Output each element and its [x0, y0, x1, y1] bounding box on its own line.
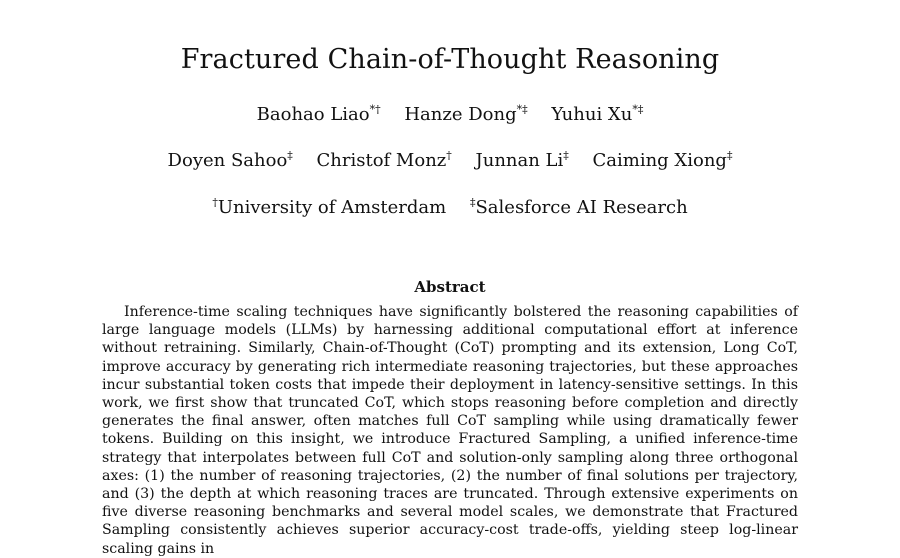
- affiliation-mark: †: [212, 196, 218, 209]
- author-affiliation-marks: *†: [369, 103, 381, 116]
- author-baohao-liao: [257, 103, 381, 127]
- author-junnan-li: [476, 149, 569, 173]
- paper-title: Fractured Chain-of-Thought Reasoning: [180, 44, 720, 75]
- affiliation-university-of-amsterdam: [212, 196, 446, 220]
- author-list-row-2: [0, 149, 900, 173]
- author-name: Caiming Xiong: [592, 150, 727, 171]
- abstract-heading: Abstract: [414, 278, 486, 296]
- author-affiliation-marks: ‡: [726, 149, 733, 162]
- author-affiliation-marks: ‡: [563, 149, 569, 162]
- author-affiliation-marks: *‡: [516, 103, 528, 116]
- affiliation-salesforce-ai-research: [470, 196, 688, 220]
- abstract-body: Inference-time scaling techniques have significantly bolstered the reasoning capabilities of large language models (LLMs) by harnessing additional computational effort at inference without retraining. Similarly, Chain-of-Thought (CoT) prompting and its extension, Long CoT, improve accuracy by generating rich intermediate reasoning trajectories, but these approaches incur substantial token costs that impede their deployment in latency-sensitive settings. In this work, we first show that truncated CoT, which stops reasoning before completion and directly generates the final answer, often matches full CoT sampling while using dramatically fewer tokens. Building on this insight, we introduce Fractured Sampling, a unified inference-time strategy that interpolates between full CoT and solution-only sampling along three orthogonal axes: (1) the number of reasoning trajectories, (2) the number of final solutions per trajectory, and (3) the depth at which reasoning traces are truncated. Through extensive experiments on five diverse reasoning benchmarks and several model scales, we demonstrate that Fractured Sampling consistently achieves superior accuracy-cost trade-offs, yielding steep log-linear scaling gains in: [102, 304, 798, 557]
- author-name: Hanze Dong: [404, 104, 517, 125]
- author-doyen-sahoo: [168, 149, 293, 173]
- affiliation-list: [0, 196, 900, 220]
- author-name: Christof Monz: [316, 150, 447, 171]
- affiliation-name: University of Amsterdam: [217, 197, 447, 218]
- author-affiliation-marks: *‡: [632, 103, 644, 116]
- author-name: Doyen Sahoo: [167, 150, 288, 171]
- affiliation-name: Salesforce AI Research: [475, 197, 688, 218]
- author-affiliation-marks: †: [446, 149, 452, 162]
- author-list-row-1: [0, 103, 900, 127]
- author-name: Junnan Li: [475, 150, 564, 171]
- author-yuhui-xu: [551, 103, 643, 127]
- author-affiliation-marks: ‡: [287, 149, 293, 162]
- author-hanze-dong: [404, 103, 527, 127]
- author-name: Yuhui Xu: [551, 104, 633, 125]
- author-caiming-xiong: [593, 149, 733, 173]
- author-name: Baohao Liao: [256, 104, 370, 125]
- affiliation-mark: ‡: [469, 196, 476, 209]
- author-christof-monz: [317, 149, 452, 173]
